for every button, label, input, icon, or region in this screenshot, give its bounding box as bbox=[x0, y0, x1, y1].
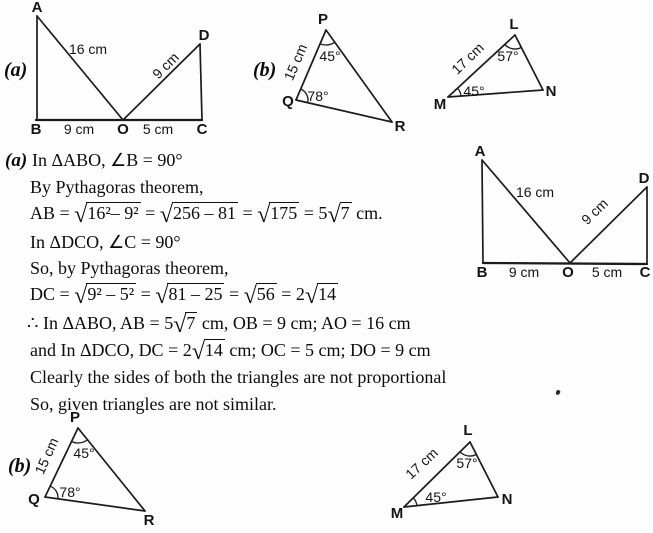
sqrt-expression bbox=[327, 202, 351, 228]
vertex-label-a: A bbox=[31, 0, 43, 16]
vertex-label-b: B bbox=[476, 264, 488, 281]
vertex-label-q: Q bbox=[282, 93, 294, 110]
radical-sign: √ bbox=[191, 339, 204, 365]
figure-pqr-bottom bbox=[0, 408, 230, 533]
vertex-label-d: D bbox=[638, 170, 650, 187]
solution-line-4 bbox=[30, 230, 181, 254]
angle-p-value: 45° bbox=[319, 48, 341, 64]
segment-bo-length: 9 cm bbox=[508, 264, 540, 280]
angle-arc-m bbox=[413, 498, 417, 506]
line-text: Clearly the sides of both the triangles are not proportional bbox=[30, 367, 447, 387]
vertex-label-o: O bbox=[562, 264, 574, 281]
vertex-label-n: N bbox=[501, 491, 513, 508]
vertex-label-l: L bbox=[509, 16, 519, 33]
vertex-label-c: C bbox=[196, 121, 208, 138]
sqrt-expression bbox=[243, 283, 277, 309]
triangle-lines bbox=[296, 30, 392, 122]
solution-line-1 bbox=[5, 148, 183, 173]
angle-m-value: 45° bbox=[425, 489, 447, 505]
math-text: = bbox=[140, 203, 160, 223]
radicand: 14 bbox=[318, 284, 337, 304]
radical-sign: √ bbox=[304, 283, 318, 309]
segment-oc-length: 5 cm bbox=[142, 121, 174, 137]
vertex-label-p: P bbox=[317, 11, 329, 28]
vertex-label-p: P bbox=[69, 409, 81, 426]
angle-l-value: 57° bbox=[497, 48, 519, 64]
vertex-label-d: D bbox=[198, 27, 210, 44]
vertex-label-b: B bbox=[30, 121, 42, 138]
math-text: ∴ In ΔABO, AB = 5 bbox=[27, 313, 174, 333]
line-text: In ΔABO, ∠B = 90° bbox=[32, 150, 183, 170]
angle-q-value: 78° bbox=[307, 88, 329, 104]
vertex-label-q: Q bbox=[28, 491, 40, 508]
radicand: 56 bbox=[256, 284, 275, 304]
figure-b-label: (b) bbox=[253, 59, 277, 81]
math-text: AB = bbox=[30, 203, 75, 223]
math-text: and In ΔDCO, DC = 2 bbox=[30, 340, 192, 360]
figure-lmn-bottom bbox=[380, 420, 580, 533]
radical-sign: √ bbox=[74, 202, 87, 228]
radicand: 7 bbox=[186, 313, 196, 333]
radicand: 81 – 25 bbox=[168, 284, 223, 304]
scan-speck bbox=[555, 389, 560, 395]
vertex-label-r: R bbox=[143, 512, 155, 529]
figure-b-label-bottom: (b) bbox=[8, 455, 32, 477]
math-text: cm; OC = 5 cm; DO = 9 cm bbox=[224, 340, 431, 360]
vertex-label-l: L bbox=[463, 422, 473, 439]
angle-arc-p bbox=[72, 440, 88, 443]
solution-line-8 bbox=[30, 338, 431, 365]
figure-abo-dco-top bbox=[0, 0, 245, 140]
math-text: cm, OB = 9 cm; AO = 16 cm bbox=[197, 313, 411, 333]
side-od-length: 9 cm bbox=[578, 195, 611, 228]
sqrt-expression bbox=[155, 283, 224, 309]
figure-a-label: (a) bbox=[4, 59, 28, 81]
solution-line-2 bbox=[30, 175, 203, 199]
angle-q-value: 78° bbox=[59, 484, 81, 500]
figure-abo-dco-right bbox=[455, 140, 653, 288]
sqrt-expression bbox=[74, 202, 140, 228]
vertex-label-a: A bbox=[474, 143, 486, 160]
side-ml-length: 17 cm bbox=[448, 39, 487, 78]
radicand: 16²– 9² bbox=[87, 203, 139, 223]
item-label-a: (a) bbox=[5, 150, 28, 171]
vertex-label-r: R bbox=[394, 118, 406, 135]
math-text: = 5 bbox=[299, 203, 328, 223]
radical-sign: √ bbox=[173, 312, 186, 338]
sqrt-expression bbox=[173, 312, 197, 338]
math-text: = bbox=[224, 284, 244, 304]
radicand: 175 bbox=[270, 203, 298, 223]
vertex-label-m: M bbox=[433, 96, 447, 113]
sqrt-expression bbox=[159, 202, 238, 228]
vertex-label-c: C bbox=[639, 264, 651, 281]
line-text: So, by Pythagoras theorem, bbox=[30, 258, 229, 278]
angle-l-value: 57° bbox=[456, 455, 478, 471]
radical-sign: √ bbox=[74, 283, 87, 309]
vertex-label-n: N bbox=[545, 83, 557, 100]
segment-oc-length: 5 cm bbox=[591, 264, 623, 280]
side-ao-length: 16 cm bbox=[68, 41, 108, 57]
radical-sign: √ bbox=[159, 202, 172, 228]
side-pq-length: 15 cm bbox=[31, 435, 62, 477]
figure-lmn-top bbox=[430, 0, 653, 140]
math-text: = bbox=[237, 203, 258, 223]
angle-m-value: 45° bbox=[463, 83, 485, 99]
radical-sign: √ bbox=[243, 283, 256, 309]
sqrt-expression bbox=[191, 339, 225, 365]
side-ao-length: 16 cm bbox=[515, 184, 555, 200]
line-text: In ΔDCO, ∠C = 90° bbox=[30, 232, 181, 252]
triangle-lines bbox=[36, 16, 202, 120]
vertex-label-o: O bbox=[117, 121, 129, 138]
solution-line-9 bbox=[30, 365, 446, 389]
segment-bo-length: 9 cm bbox=[63, 121, 95, 137]
radicand: 256 – 81 bbox=[172, 203, 236, 223]
radicand: 9² – 5² bbox=[87, 284, 135, 304]
angle-arc-p bbox=[320, 42, 335, 45]
triangle-lines bbox=[482, 160, 647, 264]
side-ml-length: 17 cm bbox=[402, 444, 441, 483]
side-pq-length: 15 cm bbox=[280, 41, 311, 83]
solution-line-3 bbox=[30, 201, 383, 228]
angle-arc-q bbox=[50, 486, 58, 499]
side-od-length: 9 cm bbox=[149, 49, 182, 82]
solution-line-5 bbox=[30, 256, 228, 280]
radicand: 7 bbox=[340, 203, 350, 223]
radical-sign: √ bbox=[257, 202, 270, 228]
line-text: By Pythagoras theorem, bbox=[30, 177, 204, 197]
math-text: = bbox=[136, 284, 156, 304]
math-text: = 2 bbox=[276, 284, 305, 304]
solution-line-7 bbox=[27, 311, 411, 338]
solution-line-6 bbox=[30, 282, 338, 309]
figure-pqr-top bbox=[250, 0, 440, 140]
math-text: DC = bbox=[30, 284, 75, 304]
radicand: 14 bbox=[204, 340, 223, 360]
sqrt-expression bbox=[74, 283, 136, 309]
angle-arc-m bbox=[458, 88, 462, 96]
radical-sign: √ bbox=[327, 202, 340, 228]
angle-p-value: 45° bbox=[73, 445, 95, 461]
vertex-label-m: M bbox=[390, 505, 404, 522]
math-text: cm. bbox=[351, 203, 383, 223]
sqrt-expression bbox=[257, 202, 299, 228]
sqrt-expression bbox=[304, 283, 338, 309]
radical-sign: √ bbox=[155, 283, 168, 309]
line-text: So, given triangles are not similar. bbox=[30, 394, 277, 414]
